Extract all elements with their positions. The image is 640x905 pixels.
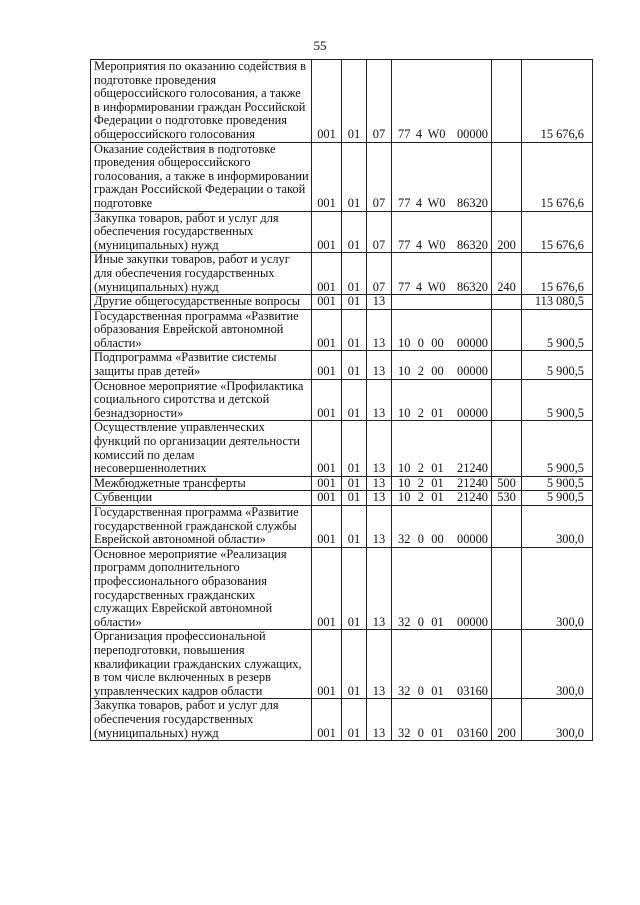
csr-program: 77: [398, 237, 411, 252]
sum-value: 15 676,6: [522, 211, 593, 253]
sum-value: 5 900,5: [522, 351, 593, 379]
item-name: Осуществление управленческих функций по организации деятельности комиссий по делам несовершеннолетних: [91, 421, 312, 476]
ministry-code: 001: [312, 351, 342, 379]
csr-event: 00: [431, 364, 444, 379]
csr-subprogram: 0: [417, 532, 424, 547]
ministry-code: 001: [312, 547, 342, 630]
csr-direction: 21240: [457, 461, 488, 476]
page-number: 55: [313, 38, 327, 53]
expense-type-code: [492, 351, 522, 379]
csr-subprogram: 4: [415, 279, 423, 294]
sum-value: 5 900,5: [522, 379, 593, 421]
item-name: Государственная программа «Развитие государственной гражданской службы Еврейской автономной области»: [91, 506, 312, 548]
csr-event: 00: [431, 532, 444, 547]
csr-program: 32: [398, 683, 411, 698]
item-name: Основное мероприятие «Профилактика социального сиротства и детской безнадзорности»: [91, 379, 312, 421]
table-row: [91, 476, 593, 491]
csr-event: 01: [431, 476, 444, 490]
section-code: 01: [342, 253, 367, 295]
sum-value: 300,0: [522, 506, 593, 548]
item-name: Закупка товаров, работ и услуг для обеспечения государственных (муниципальных) нужд: [91, 699, 312, 741]
expense-type-code: [492, 142, 522, 211]
subsection-code: 13: [367, 630, 392, 699]
sum-value: 5 900,5: [522, 491, 593, 506]
csr-subprogram: 4: [415, 237, 423, 252]
section-code: 01: [342, 506, 367, 548]
csr-program: 77: [398, 195, 411, 210]
sum-value: 5 900,5: [522, 421, 593, 476]
table-row: [91, 421, 593, 476]
csr-program: 32: [398, 614, 411, 629]
subsection-code: 13: [367, 506, 392, 548]
csr-direction: 86320: [456, 195, 488, 210]
expense-type-code: 240: [492, 253, 522, 295]
sum-value: 15 676,6: [522, 142, 593, 211]
expense-type-code: 530: [492, 491, 522, 506]
section-code: 01: [342, 547, 367, 630]
sum-value: 113 080,5: [522, 295, 593, 310]
ministry-code: 001: [312, 295, 342, 310]
csr-event: 01: [431, 461, 444, 476]
csr-program: 10: [398, 405, 411, 420]
ministry-code: 001: [312, 309, 342, 351]
subsection-code: 13: [367, 309, 392, 351]
subsection-code: 13: [367, 547, 392, 630]
csr-event: 01: [431, 405, 444, 420]
csr-direction: 00000: [457, 614, 488, 629]
csr-program: 32: [398, 725, 411, 740]
table-row: [91, 506, 593, 548]
table-row: [91, 309, 593, 351]
csr-direction: 00000: [457, 405, 488, 420]
subsection-code: 13: [367, 295, 392, 310]
target-item-code: [392, 699, 492, 741]
csr-event: 01: [431, 725, 444, 740]
subsection-code: 13: [367, 476, 392, 491]
csr-subprogram: 2: [417, 364, 424, 379]
subsection-code: 13: [367, 421, 392, 476]
ministry-code: 001: [312, 142, 342, 211]
item-name: Межбюджетные трансферты: [91, 476, 312, 491]
table-row: [91, 630, 593, 699]
csr-direction: 00000: [457, 364, 488, 379]
csr-subprogram: 4: [415, 126, 423, 141]
csr-program: 77: [398, 126, 411, 141]
expense-type-code: [492, 379, 522, 421]
item-name: Субвенции: [91, 491, 312, 506]
csr-event: 00: [431, 335, 444, 350]
table-row: [91, 142, 593, 211]
section-code: 01: [342, 309, 367, 351]
item-name: Иные закупки товаров, работ и услуг для обеспечения государственных (муниципальных) нужд: [91, 253, 312, 295]
table-row: [91, 491, 593, 506]
item-name: Организация профессиональной переподготовки, повышения квалификации гражданских служащих, в том числе включенных в резерв управленческих кадров области: [91, 630, 312, 699]
csr-program: 10: [398, 476, 411, 490]
target-item-code: [392, 60, 492, 143]
table-row: [91, 379, 593, 421]
table-row: [91, 60, 593, 143]
ministry-code: 001: [312, 491, 342, 506]
section-code: 01: [342, 476, 367, 491]
csr-program: 77: [398, 279, 411, 294]
subsection-code: 07: [367, 60, 392, 143]
ministry-code: 001: [312, 253, 342, 295]
sum-value: 300,0: [522, 547, 593, 630]
csr-event: W0: [427, 126, 446, 141]
csr-direction: 00000: [457, 335, 488, 350]
csr-direction: 03160: [457, 725, 488, 740]
target-item-code: [392, 211, 492, 253]
sum-value: 5 900,5: [522, 476, 593, 491]
csr-event: W0: [427, 237, 446, 252]
target-item-code: [392, 630, 492, 699]
item-name: Другие общегосударственные вопросы: [91, 295, 312, 310]
csr-event: W0: [427, 279, 446, 294]
item-name: Подпрограмма «Развитие системы защиты прав детей»: [91, 351, 312, 379]
csr-subprogram: 0: [417, 614, 424, 629]
budget-table: [90, 59, 593, 741]
subsection-code: 13: [367, 379, 392, 421]
csr-subprogram: 2: [417, 405, 424, 420]
csr-event: 01: [431, 490, 444, 505]
ministry-code: 001: [312, 379, 342, 421]
ministry-code: 001: [312, 60, 342, 143]
target-item-code: [392, 351, 492, 379]
expense-type-code: [492, 295, 522, 310]
csr-event: 01: [431, 614, 444, 629]
target-item-code: [392, 253, 492, 295]
ministry-code: 001: [312, 630, 342, 699]
csr-program: 10: [398, 335, 411, 350]
table-row: [91, 699, 593, 741]
sum-value: 15 676,6: [522, 60, 593, 143]
target-item-code: [392, 309, 492, 351]
csr-event: W0: [427, 195, 446, 210]
csr-direction: 00000: [457, 532, 488, 547]
csr-subprogram: 0: [417, 725, 424, 740]
csr-direction: 86320: [456, 279, 488, 294]
table-row: [91, 547, 593, 630]
section-code: 01: [342, 699, 367, 741]
target-item-code: [392, 506, 492, 548]
csr-direction: 21240: [457, 476, 488, 490]
table-row: [91, 211, 593, 253]
expense-type-code: [492, 506, 522, 548]
target-item-code: [392, 142, 492, 211]
target-item-code: [392, 421, 492, 476]
csr-subprogram: 0: [417, 335, 424, 350]
section-code: 01: [342, 379, 367, 421]
subsection-code: 07: [367, 253, 392, 295]
sum-value: 15 676,6: [522, 253, 593, 295]
ministry-code: 001: [312, 421, 342, 476]
item-name: Мероприятия по оказанию содействия в подготовке проведения общероссийского голосования, а также в информировании граждан Российской Федерации о подготовке проведения общероссийского голосования: [91, 60, 312, 143]
subsection-code: 13: [367, 699, 392, 741]
csr-direction: 21240: [457, 490, 488, 505]
csr-subprogram: 0: [417, 683, 424, 698]
subsection-code: 13: [367, 351, 392, 379]
csr-subprogram: 2: [417, 476, 424, 490]
expense-type-code: 200: [492, 211, 522, 253]
budget-table-body: [91, 60, 593, 741]
section-code: 01: [342, 211, 367, 253]
expense-type-code: [492, 309, 522, 351]
table-row: [91, 295, 593, 310]
section-code: 01: [342, 421, 367, 476]
ministry-code: 001: [312, 211, 342, 253]
section-code: 01: [342, 630, 367, 699]
item-name: Оказание содействия в подготовке проведения общероссийского голосования, а также в информировании граждан Российской Федерации о такой подготовке: [91, 142, 312, 211]
expense-type-code: 200: [492, 699, 522, 741]
target-item-code: [392, 547, 492, 630]
csr-direction: 86320: [456, 237, 488, 252]
section-code: 01: [342, 351, 367, 379]
target-item-code: [392, 379, 492, 421]
sum-value: 300,0: [522, 699, 593, 741]
expense-type-code: [492, 547, 522, 630]
expense-type-code: [492, 630, 522, 699]
csr-program: 10: [398, 364, 411, 379]
sum-value: 300,0: [522, 630, 593, 699]
section-code: 01: [342, 142, 367, 211]
item-name: Государственная программа «Развитие образования Еврейской автономной области»: [91, 309, 312, 351]
target-item-code: [392, 491, 492, 506]
csr-event: 01: [431, 683, 444, 698]
csr-direction: 03160: [457, 683, 488, 698]
csr-subprogram: 4: [415, 195, 423, 210]
subsection-code: 13: [367, 491, 392, 506]
subsection-code: 07: [367, 211, 392, 253]
csr-program: 10: [398, 461, 411, 476]
csr-subprogram: 2: [417, 490, 424, 505]
csr-program: 10: [398, 490, 411, 505]
csr-subprogram: 2: [417, 461, 424, 476]
expense-type-code: [492, 60, 522, 143]
ministry-code: 001: [312, 699, 342, 741]
table-row: [91, 253, 593, 295]
item-name: Основное мероприятие «Реализация программ дополнительного профессионального образования государственных гражданских служащих Еврейской автономной области»: [91, 547, 312, 630]
table-row: [91, 351, 593, 379]
ministry-code: 001: [312, 506, 342, 548]
csr-program: 32: [398, 532, 411, 547]
subsection-code: 07: [367, 142, 392, 211]
sum-value: 5 900,5: [522, 309, 593, 351]
section-code: 01: [342, 60, 367, 143]
expense-type-code: 500: [492, 476, 522, 491]
section-code: 01: [342, 491, 367, 506]
expense-type-code: [492, 421, 522, 476]
csr-direction: 00000: [456, 126, 488, 141]
target-item-code: [392, 476, 492, 491]
section-code: 01: [342, 295, 367, 310]
target-item-code: [392, 295, 492, 310]
ministry-code: 001: [312, 476, 342, 491]
item-name: Закупка товаров, работ и услуг для обеспечения государственных (муниципальных) нужд: [91, 211, 312, 253]
